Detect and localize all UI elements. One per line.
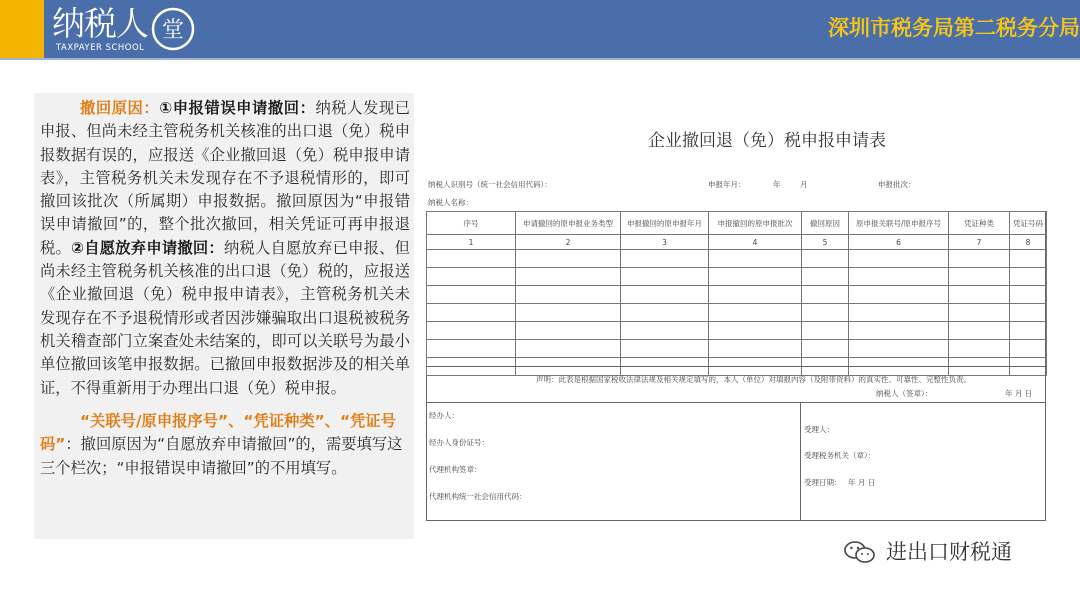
agent-sign-label: 代理机构签章： — [429, 465, 482, 474]
reason-item-1-title: ①申报错误申请撤回： — [159, 99, 316, 117]
watermark-text: 进出口财税通 — [886, 540, 1012, 564]
reason-item-2-text: 纳税人自愿放弃已申报、但尚未经主管税务机关核准的出口退（免）税的，应报送《企业撤回退（免）税申报申请表》，主管税务机关未发现存在不予退税情形或者因涉嫌骗取出口退税被税务机关稽查部门立案查处未结案的，即可以关联号为最小单位撤回该笔申报数据。已撤回申报数据涉及的相关单证，不得重新用于办理出口退（免）税申报。 — [40, 238, 410, 397]
reason-item-1-text: 纳税人发现已申报、但尚未经主管税务机关核准的出口退（免）税申报数据有误的，应报送《企业撤回退（免）税申报申请表》，主管税务机关未发现存在不予退税情形的，即可撤回该批次（所属期）申报数据。撤回原因为“申报错误申请撤回”的，整个批次撤回，相关凭证可再申报退税。 — [40, 99, 410, 257]
column-header: 申请撤回的原申报业务类型 — [516, 212, 621, 235]
column-number: 3 — [621, 235, 709, 250]
table-row — [427, 286, 1047, 304]
reason-item-2-title: ②自愿放弃申请撤回： — [71, 238, 224, 257]
table-header-row — [427, 212, 1047, 235]
reason-label: 撤回原因： — [80, 99, 160, 117]
handler-id-label: 经办人身份证号： — [429, 438, 489, 447]
column-header: 凭证号码 — [1010, 212, 1047, 235]
column-number: 4 — [709, 235, 802, 250]
table-row — [427, 304, 1047, 322]
column-number: 2 — [516, 235, 621, 250]
column-header: 申报撤回的原申报批次 — [709, 212, 802, 235]
explanation-panel — [34, 93, 414, 539]
form-title: 企业撤回退（免）税申报申请表 — [648, 131, 886, 151]
paragraph-field-note — [40, 410, 410, 480]
signature-column-divider — [800, 402, 801, 521]
signature-divider — [426, 402, 1046, 403]
wechat-icon — [843, 540, 877, 564]
logo-seal-char: 堂 — [161, 18, 185, 43]
receiver-label: 受理人： — [804, 425, 834, 434]
declaration-date: 年 月 日 — [1005, 389, 1033, 398]
column-header: 序号 — [427, 212, 516, 235]
period-label: 申报年月： — [708, 180, 746, 189]
header-accent — [0, 0, 44, 58]
field-note-label: “关联号/原申报序号”、“凭证种类”、“凭证号码” — [40, 412, 396, 454]
table-number-row — [427, 235, 1047, 250]
logo-subtitle: TAXPAYER SCHOOL — [56, 43, 145, 53]
field-note-text: ：撤回原因为“自愿放弃申请撤回”的，需要填写这三个栏次；“申报错误申请撤回”的不用填写。 — [40, 435, 403, 477]
agent-code-label: 代理机构统一社会信用代码： — [429, 492, 527, 501]
table-row — [427, 250, 1047, 268]
table-row — [427, 268, 1047, 286]
receive-date-label: 受理日期： — [804, 478, 842, 487]
receive-date-ymd: 年 月 日 — [848, 478, 876, 487]
table-row — [427, 340, 1047, 358]
column-header: 原申报关联号/原申报序号 — [849, 212, 949, 235]
declaration-divider — [426, 366, 1046, 367]
receiving-office-label: 受理税务机关（章）： — [804, 451, 876, 460]
column-header: 撤回原因 — [802, 212, 849, 235]
year-label: 年 — [773, 180, 781, 189]
column-header: 凭证种类 — [949, 212, 1010, 235]
handler-label: 经办人： — [429, 411, 459, 420]
column-number: 7 — [949, 235, 1010, 250]
column-header: 申报撤回的原申报年月 — [621, 212, 709, 235]
logo-seal-icon — [150, 4, 196, 52]
taxpayer-name-label: 纳税人名称： — [428, 198, 473, 207]
declaration-text: 声明：此表是根据国家税收法律法规及相关规定填写的，本人（单位）对填报内容（及附带资料）的真实性、可靠性、完整性负责。 — [536, 375, 971, 384]
month-label: 月 — [800, 180, 808, 189]
taxpayer-id-label: 纳税人识别号（统一社会信用代码）： — [428, 180, 552, 189]
column-number: 6 — [849, 235, 949, 250]
logo-text: 纳税人 — [52, 4, 148, 43]
column-number: 5 — [802, 235, 849, 250]
paragraph-withdraw-reasons — [40, 97, 410, 400]
column-number: 8 — [1010, 235, 1047, 250]
withdraw-table — [426, 211, 1047, 376]
column-number: 1 — [427, 235, 516, 250]
batch-label: 申报批次： — [878, 180, 916, 189]
header-divider — [0, 58, 1080, 60]
table-row — [427, 322, 1047, 340]
taxpayer-sign-label: 纳税人（签章）： — [876, 389, 933, 398]
org-name: 深圳市税务局第二税务分局 — [828, 16, 1080, 40]
